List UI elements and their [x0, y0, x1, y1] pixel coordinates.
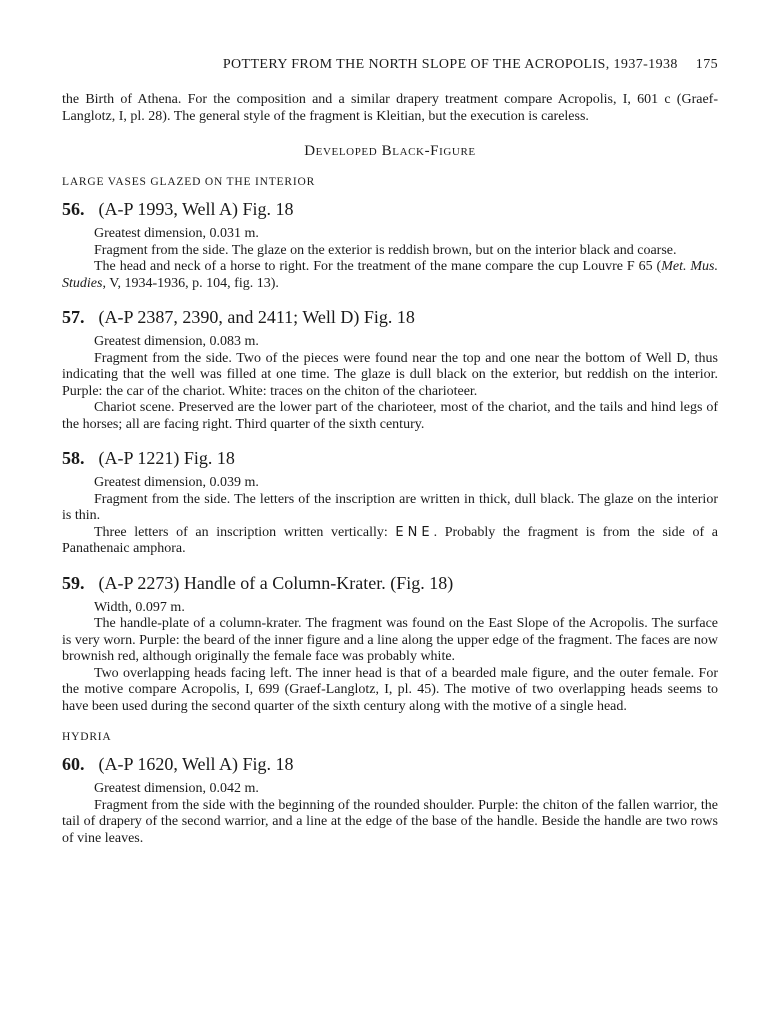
entry-number: 56. [62, 199, 85, 219]
entry-description: Fragment from the side. The letters of the inscription are written in thick, dull black. The glaze on the interior is thin. [62, 491, 718, 523]
entry-description: Fragment from the side. Two of the pieces were found near the top and one near the bottom of Well D, thus indicating that the well was filled at one time. The glaze is dull black on the exterior, but reddish on the interior. Purple: the car of the chariot. White: traces on the chiton of the charioteer. [62, 350, 718, 399]
journal-reference: Met. Mus. Studies [62, 259, 718, 291]
entry-heading [62, 306, 718, 328]
section-heading: Developed Black-Figure [304, 143, 476, 159]
entry-description: The handle-plate of a column-krater. The fragment was found on the East Slope of the Acropolis. The surface is very worn. Purple: the beard of the inner figure and a line along the upper edge of the fragment. The faces are now brownish red, although originally the female face was probably white. [62, 616, 718, 664]
entry-heading [62, 753, 718, 775]
catalogue-entry-59 [62, 572, 718, 716]
running-title: POTTERY FROM THE NORTH SLOPE OF THE ACROPOLIS, 1937-1938 [222, 57, 678, 72]
entry-heading [62, 447, 718, 469]
entry-number: 59. [62, 572, 85, 593]
entry-description: Fragment from the side. The glaze on the exterior is reddish brown, but on the interior black and coarse. [94, 242, 677, 258]
intro-paragraph: the Birth of Athena. For the composition and a similar drapery treatment compare Acropolis, I, 601 c (Graef-Langlotz, I, pl. 28). The general style of the fragment is Kleitian, but the execution is careless. [62, 92, 718, 124]
catalogue-entry-60 [62, 753, 718, 847]
entry-number: 58. [62, 448, 85, 468]
catalogue-entry-56 [62, 198, 718, 292]
page-number: 175 [695, 57, 718, 72]
entry-dimension: Greatest dimension, 0.083 m. [94, 334, 259, 349]
entry-commentary: Chariot scene. Preserved are the lower part of the charioteer, most of the chariot, and the tails and hind legs of the horses; all are facing right. Third quarter of the sixth century. [62, 400, 718, 432]
entry-description: Fragment from the side with the beginning of the rounded shoulder. Purple: the chiton of the fallen warrior, the tail of drapery of the second warrior, and a line at the edge of the base of the handle. Beside the handle are two rows of vine leaves. [62, 797, 718, 846]
entry-title: (A-P 1993, Well A) Fig. 18 [98, 199, 294, 219]
entry-dimension: Greatest dimension, 0.039 m. [94, 475, 259, 490]
entry-title: (A-P 2387, 2390, and 2411; Well D) Fig. 18 [98, 307, 415, 327]
entry-number: 57. [62, 307, 85, 327]
entry-dimension: Greatest dimension, 0.031 m. [94, 226, 259, 241]
inscription-letters: ENE [395, 524, 434, 540]
catalogue-entry-57 [62, 306, 718, 433]
group-heading-hydria: HYDRIA [62, 731, 112, 743]
entry-title: (A-P 1620, Well A) Fig. 18 [98, 754, 294, 774]
entry-dimension: Greatest dimension, 0.042 m. [94, 781, 259, 796]
entry-commentary: Two overlapping heads facing left. The inner head is that of a bearded male figure, and the outer female. For the motive compare Acropolis, I, 699 (Graef-Langlotz, I, pl. 45). The motive of two overlapping heads seems to have been used during the second quarter of the sixth century along with the motive of a single head. [62, 665, 718, 714]
entry-heading [62, 572, 718, 594]
running-header [62, 56, 718, 74]
entry-number: 60. [62, 754, 85, 774]
entry-commentary [62, 525, 718, 558]
entry-title: (A-P 1221) Fig. 18 [98, 448, 235, 468]
entry-title: (A-P 2273) Handle of a Column-Krater. (Fig. 18) [98, 572, 454, 593]
entry-heading [62, 198, 718, 220]
commentary-text-end: , V, 1934-1936, p. 104, fig. 13). [102, 275, 279, 291]
commentary-text: Three letters of an inscription written vertically: [94, 524, 396, 540]
catalogue-entry-58 [62, 447, 718, 558]
entry-dimension: Width, 0.097 m. [94, 599, 185, 615]
document-page [62, 56, 718, 861]
commentary-text-end: . Probably the fragment is from the side of a Panathenaic amphora. [62, 524, 718, 556]
group-heading-large-vases: LARGE VASES GLAZED ON THE INTERIOR [62, 176, 316, 188]
entry-commentary [62, 259, 718, 292]
commentary-text: The head and neck of a horse to right. For the treatment of the mane compare the cup Louvre F 65 ( [94, 259, 662, 274]
